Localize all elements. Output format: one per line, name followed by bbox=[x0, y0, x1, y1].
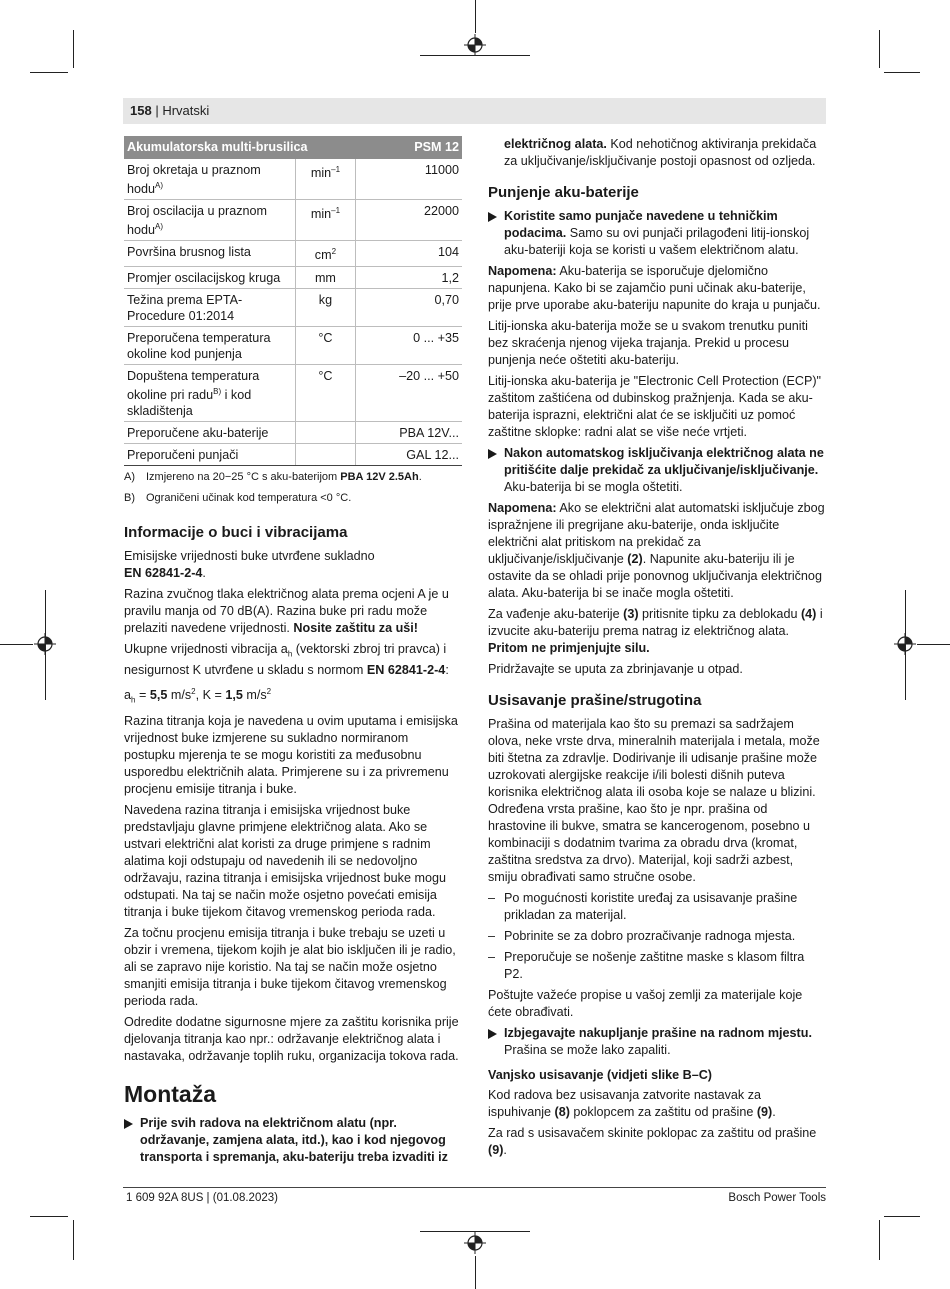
subsection-title-external-extraction: Vanjsko usisavanje (vidjeti slike B–C) bbox=[488, 1068, 712, 1082]
footer-divider bbox=[123, 1187, 826, 1188]
crop-mark bbox=[420, 1231, 530, 1232]
vibration-formula: $a_h = 5,5$ $m/s^2$, K = 1,5 $m/s^2$ bbox=[124, 687, 272, 705]
page-number: 158 bbox=[130, 103, 152, 118]
section-title-noise: Informacije o buci i vibracijama bbox=[124, 523, 348, 541]
warning-bullet: Prije svih radova na električnom alatu (npr. održavanje, zamjena alata, itd.), kao i kod njegovog transporta i spremanja, aku-bateriju treba izvaditi iz bbox=[124, 1115, 462, 1166]
left-column bbox=[124, 136, 462, 1170]
crop-mark bbox=[73, 30, 74, 68]
crop-mark bbox=[73, 1220, 74, 1260]
table-row: Promjer oscilacijskog kruga mm 1,2 bbox=[124, 266, 462, 288]
arrow-bullet-icon bbox=[124, 1119, 133, 1129]
crop-mark bbox=[884, 72, 920, 73]
table-row: Preporučena temperatura okoline kod punjenja °C 0 ... +35 bbox=[124, 326, 462, 364]
table-row: Površina brusnog lista $cm^2$ 104 bbox=[124, 241, 462, 266]
paragraph: Kod radova bez usisavanja zatvorite nastavak za ispuhivanje (8) poklopcem za zaštitu od prašine (9). bbox=[488, 1088, 776, 1119]
table-row: Preporučeni punjači GAL 12... bbox=[124, 443, 462, 465]
spec-table-head-label: Akumulatorska multi-brusilica bbox=[124, 136, 355, 159]
list-item: – Pobrinite se za dobro prozračivanje radnoga mjesta. bbox=[488, 929, 796, 943]
list-item: – Preporučuje se nošenje zaštitne maske s klasom filtra P2. bbox=[488, 950, 805, 981]
paragraph: Napomena: Ako se električni alat automatski isključuje zbog ispražnjene ili pregrijane aku-baterije, onda isključite električni alat pritiskom na prekidač za uključivanje/isključivanje (2). Napunite aku-bateriju ili je ostavite da se ohladi prije ponovnog uključivanja električnog alata. Aku-baterija bi se inače mogla oštetiti. bbox=[488, 501, 825, 600]
warning-bullet: Izbjegavajte nakupljanje prašine na radnom mjestu. Prašina se može lako zapaliti. bbox=[488, 1025, 826, 1059]
spec-table bbox=[124, 136, 462, 466]
paragraph: Razina titranja koja je navedena u ovim uputama i emisijska vrijednost buke izmjerene su sukladno normiranom postupku mjerenja te se mogu koristiti za međusobnu usporedbu električnih alata. Primjerene su i za privremenu procjenu emisije titranja i buke. bbox=[124, 713, 458, 796]
crop-mark bbox=[45, 590, 46, 700]
crop-mark bbox=[30, 1216, 68, 1217]
paragraph: Ukupne vrijednosti vibracija $a_h$ (vektorski zbroj tri pravca) i nesigurnost K utvrđene u skladu s normom EN 62841-2-4: bbox=[124, 641, 449, 678]
paragraph: Emisijske vrijednosti buke utvrđene sukladno EN 62841-2-4. bbox=[124, 548, 375, 580]
crop-mark bbox=[905, 590, 906, 700]
crop-mark bbox=[917, 644, 950, 645]
footer-brand: Bosch Power Tools bbox=[728, 1192, 826, 1204]
paragraph: električnog alata. Kod nehotičnog aktiviranja prekidača za uključivanje/isključivanje postoji opasnost od ozljeda. bbox=[504, 137, 817, 168]
right-column bbox=[488, 136, 826, 1163]
crop-mark bbox=[884, 1216, 920, 1217]
crop-mark bbox=[879, 1220, 880, 1260]
page-header-bar bbox=[123, 98, 826, 124]
table-footnote: A) Izmjereno na 20−25 °C s aku-baterijom PBA 12V 2.5Ah. bbox=[124, 470, 422, 483]
paragraph: Za točnu procjenu emisija titranja i buke trebaju se uzeti u obzir i vremena, tijekom kojih je alat bio isključen ili je radio, ali se zapravo nije koristio. Na taj se način može osjetno smanjiti emisija titranja i buke tijekom čitavog vremenskog perioda rada. bbox=[124, 925, 456, 1008]
spec-table-head-model: PSM 12 bbox=[355, 136, 462, 159]
table-row: Broj oscilacija u praznom hodu$^{A)}$ $\min^{-1}$ 22000 bbox=[124, 200, 462, 241]
arrow-bullet-icon bbox=[488, 1029, 497, 1039]
paragraph: Napomena: Aku-baterija se isporučuje djelomično napunjena. Kako bi se zajamčio puni učinak aku-baterije, prije prve uporabe aku-bateriju napunite do kraja u punjaču. bbox=[488, 264, 821, 312]
arrow-bullet-icon bbox=[488, 449, 497, 459]
registration-mark-icon bbox=[464, 1232, 486, 1254]
paragraph: Za rad s usisavačem skinite poklopac za zaštitu od prašine (9). bbox=[488, 1126, 817, 1157]
list-item: – Po mogućnosti koristite uređaj za usisavanje prašine prikladan za materijal. bbox=[488, 891, 798, 922]
paragraph: Razina zvučnog tlaka električnog alata prema ocjeni A je u pravilu manja od 70 dB(A). Razina buke pri radu može prelaziti navedene vrijednosti. Nosite zaštitu za uši! bbox=[124, 586, 449, 635]
table-footnote: B) Ograničeni učinak kod temperatura <0 °C. bbox=[124, 491, 352, 504]
crop-mark bbox=[30, 72, 68, 73]
paragraph: Poštujte važeće propise u vašoj zemlji za materijale koje ćete obrađivati. bbox=[488, 988, 803, 1019]
section-title-charging: Punjenje aku-baterije bbox=[488, 184, 639, 201]
crop-mark bbox=[475, 1256, 476, 1289]
table-row: Težina prema EPTA-Procedure 01:2014 kg 0,70 bbox=[124, 288, 462, 326]
section-language: Hrvatski bbox=[162, 103, 210, 118]
footer-doc-id: 1 609 92A 8US | (01.08.2023) bbox=[126, 1192, 278, 1204]
paragraph: Navedena razina titranja i emisijska vrijednost buke predstavljaju glavne primjene električnog alata. Ako se ustvari električni alat koristi za druge primjene s radnim alatima koji odstupaju od navedenih ili se nedovoljno održavaju, razina titranja i emisijska vrijednost buke mogu odstupati. Na taj se način može osjetno povećati emisija titranja i buke tijekom čitavog vremenskog perioda rada. bbox=[124, 802, 446, 919]
paragraph: Litij-ionska aku-baterija može se u svakom trenutku puniti bez skraćenja njenog vijeka trajanja. Prekid u procesu punjenja neće oštetiti aku-bateriju. bbox=[488, 319, 808, 367]
crop-mark bbox=[879, 30, 880, 68]
registration-mark-icon bbox=[464, 34, 486, 56]
paragraph: Odredite dodatne sigurnosne mjere za zaštitu korisnika prije djelovanja titranja kao npr.: održavanje električnog alata i nastavaka, održavanje toplih ruku, organizacija tokova rada. bbox=[124, 1014, 459, 1063]
section-title-montaza: Montaža bbox=[124, 1080, 216, 1107]
table-row: Preporučene aku-baterije PBA 12V... bbox=[124, 421, 462, 443]
section-title-dust: Usisavanje prašine/strugotina bbox=[488, 692, 702, 709]
table-row: Broj okretaja u praznom hodu$^{A)}$ $\min^{-1}$ 11000 bbox=[124, 159, 462, 200]
warning-bullet: Nakon automatskog isključivanja električnog alata ne pritišćite dalje prekidač za uključivanje/isključivanje. Aku-baterija bi se mogla oštetiti. bbox=[488, 445, 826, 496]
paragraph: Za vađenje aku-baterije (3) pritisnite tipku za deblokadu (4) i izvucite aku-bateriju prema natrag iz električnog alata. Pritom ne primjenjujte silu. bbox=[488, 607, 823, 655]
crop-mark bbox=[475, 0, 476, 33]
page-header: 158 | Hrvatski bbox=[130, 103, 210, 118]
crop-mark bbox=[0, 644, 33, 645]
paragraph: Prašina od materijala kao što su premazi sa sadržajem olova, neke vrste drva, mineralnih materijala i metala, može biti štetna za zdravlje. Dodirivanje ili udisanje prašine može uzrokovati alergijske reakcije i/ili bolesti dišnih puteva korisnika električnog alata ili osoba koje se nalaze u blizini. Određena vrsta prašine, kao što je npr. prašina od hrastovine ili bukve, smatra se kancerogenom, posebno u kombinaciji s dodatnim tvarima za obradu drva (kromat, zaštitna sredstva za drvo). Materijal, koji sadrži azbest, smiju obrađivati samo stručne osobe. bbox=[488, 717, 820, 884]
warning-bullet: Koristite samo punjače navedene u tehničkim podacima. Samo su ovi punjači prilagođeni litij-ionskoj aku-bateriji koja se koristi u vašem električnom alatu. bbox=[488, 208, 826, 259]
paragraph: Litij-ionska aku-baterija je "Electronic Cell Protection (ECP)" zaštitom zaštićena od dubinskog pražnjenja. Kada se aku-baterija isprazni, električni alat će se isključiti uz pomoć zaštitne sklopke: radni alat se više neće vrtjeti. bbox=[488, 374, 822, 439]
arrow-bullet-icon bbox=[488, 212, 497, 222]
paragraph: Pridržavajte se uputa za zbrinjavanje u otpad. bbox=[488, 662, 743, 676]
crop-mark bbox=[420, 55, 530, 56]
table-row: Dopuštena temperatura okoline pri radu$^{B)}$ i kod skladištenja °C –20 ... +50 bbox=[124, 364, 462, 421]
